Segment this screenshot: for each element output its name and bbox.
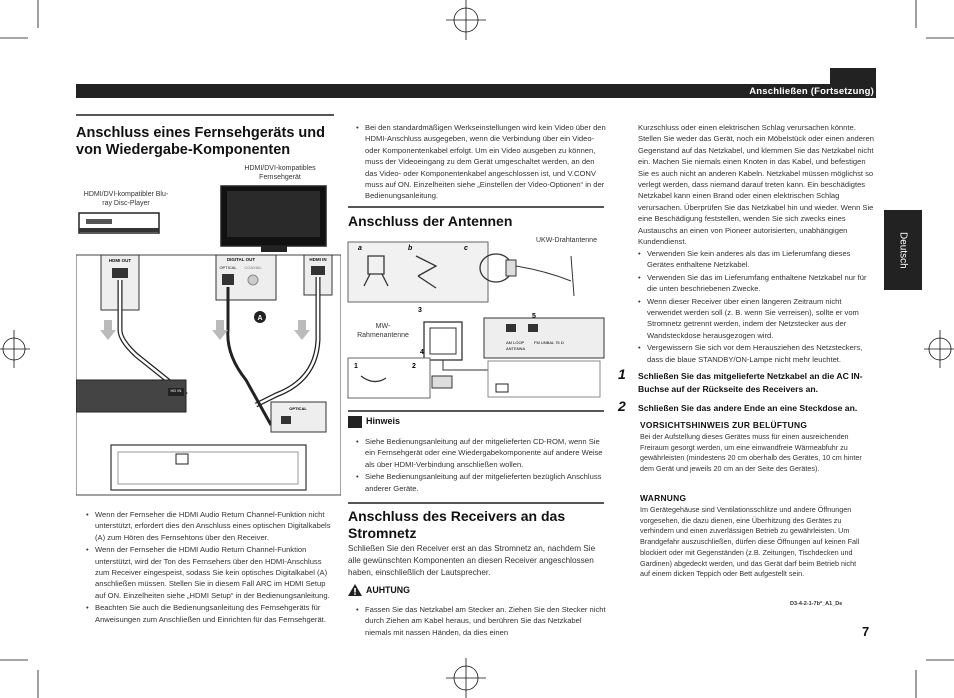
page-number: 7	[862, 624, 870, 639]
ventilation-title: VORSICHTSHINWEIS ZUR BELÜFTUNG	[640, 420, 808, 430]
video-note-list	[356, 122, 606, 203]
power-section-title: Anschluss des Receivers an das Stromnetz	[348, 508, 566, 541]
svg-text:4: 4	[420, 349, 424, 356]
warning-icon	[348, 584, 362, 596]
svg-text:A: A	[257, 315, 263, 322]
ventilation-text: Bei der Aufstellung dieses Gerätes muss für einen ausreichenden Freiraum gesorgt werden, um eine einwandfreie Wärmeabfuhr zu gewährleisten (mindestens 20 cm oberhalb des Gerätes, 10 cm hinter dem Gerät und jeweils 20 cm an der Seite des Gerätes).	[640, 432, 862, 474]
caution-title: AUHTUNG	[366, 585, 410, 595]
mw-antenna-label: MW-Rahmenantenne	[357, 323, 409, 339]
header-tab	[830, 68, 876, 84]
list-item: • Vergewissern Sie sich vor dem Herausziehen des Netzsteckers, dass die blaue STANDBY/ON-Lampe nicht mehr leuchtet.	[638, 342, 878, 365]
fig-a: a	[358, 245, 362, 252]
svg-text:FM UNBAL 75 Ω: FM UNBAL 75 Ω	[534, 340, 564, 345]
section-rule	[76, 114, 334, 116]
step-2-number: 2	[618, 398, 626, 414]
svg-text:ANTENNA: ANTENNA	[506, 346, 526, 351]
svg-text:OPTICAL: OPTICAL	[289, 406, 307, 411]
am-loop-label: AM LOOP	[506, 340, 525, 345]
hint-title: Hinweis	[366, 416, 401, 426]
list-item: • Fassen Sie das Netzkabel am Stecker an. Ziehen Sie den Stecker nicht durch Ziehen am Kabel heraus, und berühren Sie das Netzkabel niemals mit nassen Händen, da dies einen	[356, 604, 608, 638]
list-item: • Wenn dieser Receiver über einen längeren Zeitraum nicht verwendet werden soll (z. B. wenn Sie verreisen), sollte er vom Stromnetz getrennt werden, indem der Netzstecker aus der Wandsteckdose herausgezogen wird.	[638, 296, 878, 342]
list-item: • Verwenden Sie das im Lieferumfang enthaltene Netzkabel nur für die unten beschriebenen Zwecke.	[638, 272, 878, 295]
list-item: • Bei den standardmäßigen Werkseinstellungen wird kein Video über den HDMI-Anschluss ausgegeben, wenn die Verbindung über ein Video- oder Komponentenkabel erfolgt. Um ein Video ausgeben zu können, muss der Videoeingang zu dem Gerät umgeschaltet werden, an den das Video- oder Komponentenkabel angeschlossen ist, und V.CONV muss auf ON. Einzelheiten siehe „Einstellen der Video-Optionen“ in der Bedienungsanleitung.	[356, 122, 606, 202]
tv-label: HDMI/DVI-kompatibles Fernsehgerät	[244, 165, 316, 181]
doc-code: D3-4-2-1-7b*_A1_De	[790, 601, 843, 607]
tv-section-title: Anschluss eines Fernsehgeräts und von Wiedergabe-Komponenten	[76, 125, 325, 158]
step-1-number: 1	[618, 366, 626, 382]
svg-text:OPTICAL: OPTICAL	[219, 265, 237, 270]
bd-player-label: HDMI/DVI-kompatibler Blu-ray Disc-Player	[83, 191, 169, 207]
step-2-text: Schließen Sie das andere Ende an eine Steckdose an.	[638, 403, 858, 413]
list-item: • Siehe Bedienungsanleitung auf der mitgelieferten CD-ROM, wenn Sie ein Fernsehgerät oder eine Wiedergabekomponente auf andere Weise als über HDMI-Verbindung anschließen wollen.	[356, 436, 608, 470]
hint-list	[356, 436, 608, 495]
section-rule	[348, 410, 604, 412]
svg-text:COAXIAL: COAXIAL	[244, 265, 262, 270]
hdmi-out-text: HDMI OUT	[108, 258, 132, 263]
caution-list	[356, 604, 608, 639]
cable-a-label	[253, 311, 265, 323]
warning-text: Im Gerätegehäuse sind Ventilationsschlitze und andere Öffnungen vorgesehen, die dazu dienen, eine Überhitzung des Gerätes zu verhindern und einen zuverlässigen Betrieb zu gewährleisten. Um Brandgefahr auszuschließen, dürfen diese Öffnungen auf keinen Fall blockiert oder mit Gegenständen (z.B. Zeitungen, Tischdecken und Gardinen) abgedeckt werden, und das Gerät darf beim Betrieb nicht auf einem dicken Teppich oder Bett aufgestellt sein.	[640, 505, 860, 579]
svg-text:HDMI IN: HDMI IN	[309, 257, 327, 262]
section-rule	[348, 502, 604, 504]
hint-icon	[348, 416, 362, 428]
step-1-text: Schließen Sie das mitgelieferte Netzkabel an die AC IN-Buchse auf der Rückseite des Receivers an.	[638, 371, 863, 394]
warning-title: WARNUNG	[640, 493, 687, 503]
tv-notes-list	[86, 509, 336, 626]
list-item: • Wenn der Fernseher die HDMI Audio Return Channel-Funktion unterstützt, wird der Ton des Fernsehers über den HDMI-Anschluss zum Receiver eingespeist, sodass Sie kein optisches Digitalkabel (A) anschließen müssen. Stellen Sie in diesem Fall ARC im HDMI Setup auf ON. Einzelheiten siehe „HDMI Setup“ in der Bedienungsanleitung.	[86, 544, 336, 601]
list-item: • Siehe Bedienungsanleitung auf der mitgelieferten bezüglich Anschluss anderer Geräte.	[356, 471, 608, 494]
svg-text:b: b	[408, 245, 413, 252]
power-intro: Schließen Sie den Receiver erst an das Stromnetz an, nachdem Sie alle gewünschten Komponenten an diesen Receiver angeschlossen haben, einschließlich der Lautsprecher.	[348, 544, 596, 577]
svg-text:5: 5	[532, 313, 536, 320]
antenna-diagram	[346, 236, 608, 401]
list-item: • Beachten Sie auch die Bedienungsanleitung des Fernsehgeräts für Anweisungen zum Anschließen und Einrichten für das Fernsehgerät.	[86, 602, 336, 625]
svg-text:DIGITAL OUT: DIGITAL OUT	[226, 257, 256, 262]
svg-text:HD IN: HD IN	[170, 388, 182, 393]
list-item: • Verwenden Sie kein anderes als das im Lieferumfang dieses Gerätes enthaltene Netzkabel.	[638, 248, 878, 271]
language-tab-label: Deutsch	[897, 231, 909, 269]
power-cord-list	[638, 248, 878, 366]
ukw-antenna-label: UKW-Drahtantenne	[536, 237, 597, 244]
svg-text:3: 3	[418, 307, 422, 314]
svg-text:1: 1	[354, 363, 358, 370]
section-title: Anschließen (Fortsetzung)	[749, 86, 874, 97]
tv-connection-diagram	[76, 180, 341, 500]
section-rule	[348, 206, 604, 208]
svg-text:2: 2	[412, 363, 416, 370]
list-item: • Wenn der Fernseher die HDMI Audio Return Channel-Funktion nicht unterstützt, erfordert dies den Anschluss eines optischen Digitalkabels (A) zum Hören des Fernsehtons über den Receiver.	[86, 509, 336, 543]
power-cord-text: Kurzschluss oder einen elektrischen Schlag verursachen könnte. Stellen Sie weder das Gerät, noch ein Möbelstück oder einen anderen Gegenstand auf das Netzkabel, und klemmen Sie das Netzkabel nicht ein. Machen Sie niemals einen Knoten in das Kabel, und befestigen Sie es auch nicht an anderen Kabeln. Netzkabel müssen möglichst so verlegt werden, dass niemand darauf treten kann. Ein beschädigtes Netzkabel kann einen Brand oder einen elektrischen Schlag verursachen. Überprüfen Sie das Netzkabel hin und wieder. Wenn Sie eine Beschädigung feststellen, wenden Sie sich zwecks eines Austauschs an einen von Pioneer autorisierten, unabhängigen Kundendienst.	[638, 123, 874, 247]
svg-text:c: c	[464, 245, 468, 252]
antenna-section-title: Anschluss der Antennen	[348, 213, 513, 229]
